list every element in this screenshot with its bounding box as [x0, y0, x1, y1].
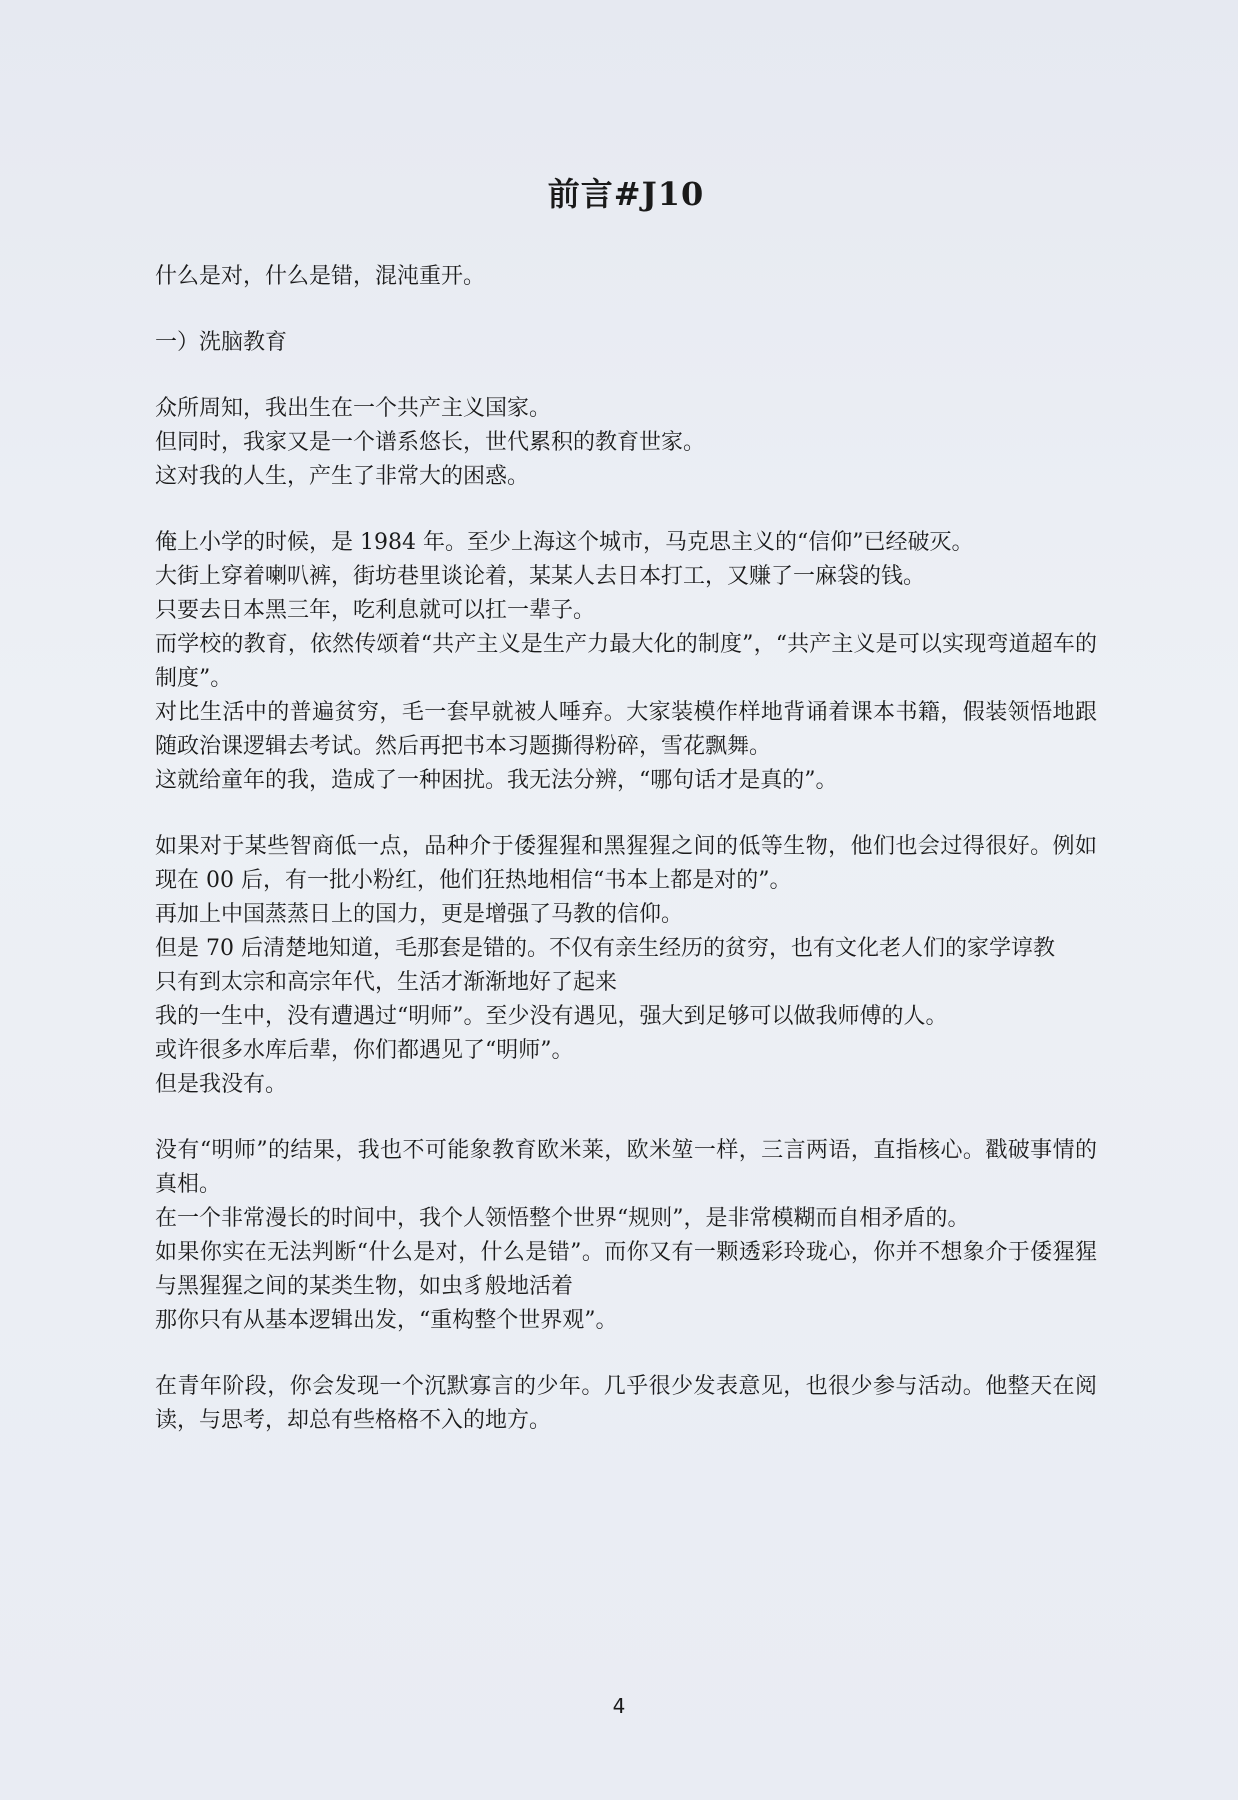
text-line: 而学校的教育，依然传颂着“共产主义是生产力最大化的制度”，“共产主义是可以实现弯道超车的制度”。 [155, 632, 1097, 691]
text-line: 如果对于某些智商低一点，品种介于倭猩猩和黑猩猩之间的低等生物，他们也会过得很好。例如现在 00 后，有一批小粉红，他们狂热地相信“书本上都是对的”。 [155, 834, 1097, 893]
paragraph-5 [155, 1370, 1097, 1438]
text-line: 众所周知，我出生在一个共产主义国家。 [155, 396, 552, 421]
intro-line: 什么是对，什么是错，混沌重开。 [155, 264, 486, 289]
text-line: 在一个非常漫长的时间中，我个人领悟整个世界“规则”，是非常模糊而自相矛盾的。 [155, 1206, 970, 1231]
text-line: 但同时，我家又是一个谱系悠长，世代累积的教育世家。 [155, 430, 706, 455]
paragraph-4 [155, 1134, 1097, 1338]
page-number: 4 [612, 1694, 626, 1718]
text-line: 或许很多水库后辈，你们都遇见了“明师”。 [155, 1038, 574, 1063]
text-line: 俺上小学的时候，是 1984 年。至少上海这个城市，马克思主义的“信仰”已经破灭。 [155, 530, 974, 555]
text-line: 那你只有从基本逻辑出发，“重构整个世界观”。 [155, 1308, 618, 1333]
text-line: 我的一生中，没有遭遇过“明师”。至少没有遇见，强大到足够可以做我师傅的人。 [155, 1004, 948, 1029]
paragraph-2 [155, 526, 1097, 798]
text-line: 这对我的人生，产生了非常大的困惑。 [155, 464, 530, 489]
page-title: 前言#J10 [547, 175, 705, 213]
text-line: 只有到太宗和高宗年代，生活才渐渐地好了起来 [155, 970, 618, 995]
text-line: 大街上穿着喇叭裤，街坊巷里谈论着，某某人去日本打工，又赚了一麻袋的钱。 [155, 564, 926, 589]
text-line: 但是 70 后清楚地知道，毛那套是错的。不仅有亲生经历的贫穷，也有文化老人们的家学谆教 [155, 936, 1055, 961]
text-line: 这就给童年的我，造成了一种困扰。我无法分辨，“哪句话才是真的”。 [155, 768, 838, 793]
section-heading: 一）洗脑教育 [155, 330, 288, 355]
text-line: 只要去日本黑三年，吃利息就可以扛一辈子。 [155, 598, 596, 623]
paragraph-1 [155, 392, 1097, 494]
text-line: 如果你实在无法判断“什么是对，什么是错”。而你又有一颗透彩玲珑心，你并不想象介于倭猩猩与黑猩猩之间的某类生物，如虫豸般地活着 [155, 1240, 1097, 1299]
text-line: 但是我没有。 [155, 1072, 288, 1097]
text-line: 对比生活中的普遍贫穷，毛一套早就被人唾弃。大家装模作样地背诵着课本书籍，假装领悟地跟随政治课逻辑去考试。然后再把书本习题撕得粉碎，雪花飘舞。 [155, 700, 1097, 759]
document-body [155, 140, 1097, 1470]
paragraph-3 [155, 830, 1097, 1102]
text-line: 在青年阶段，你会发现一个沉默寡言的少年。几乎很少发表意见，也很少参与活动。他整天在阅读，与思考，却总有些格格不入的地方。 [155, 1374, 1097, 1433]
text-line: 没有“明师”的结果，我也不可能象教育欧米莱，欧米堃一样，三言两语，直指核心。戳破事情的真相。 [155, 1138, 1097, 1197]
text-line: 再加上中国蒸蒸日上的国力，更是增强了马教的信仰。 [155, 902, 684, 927]
